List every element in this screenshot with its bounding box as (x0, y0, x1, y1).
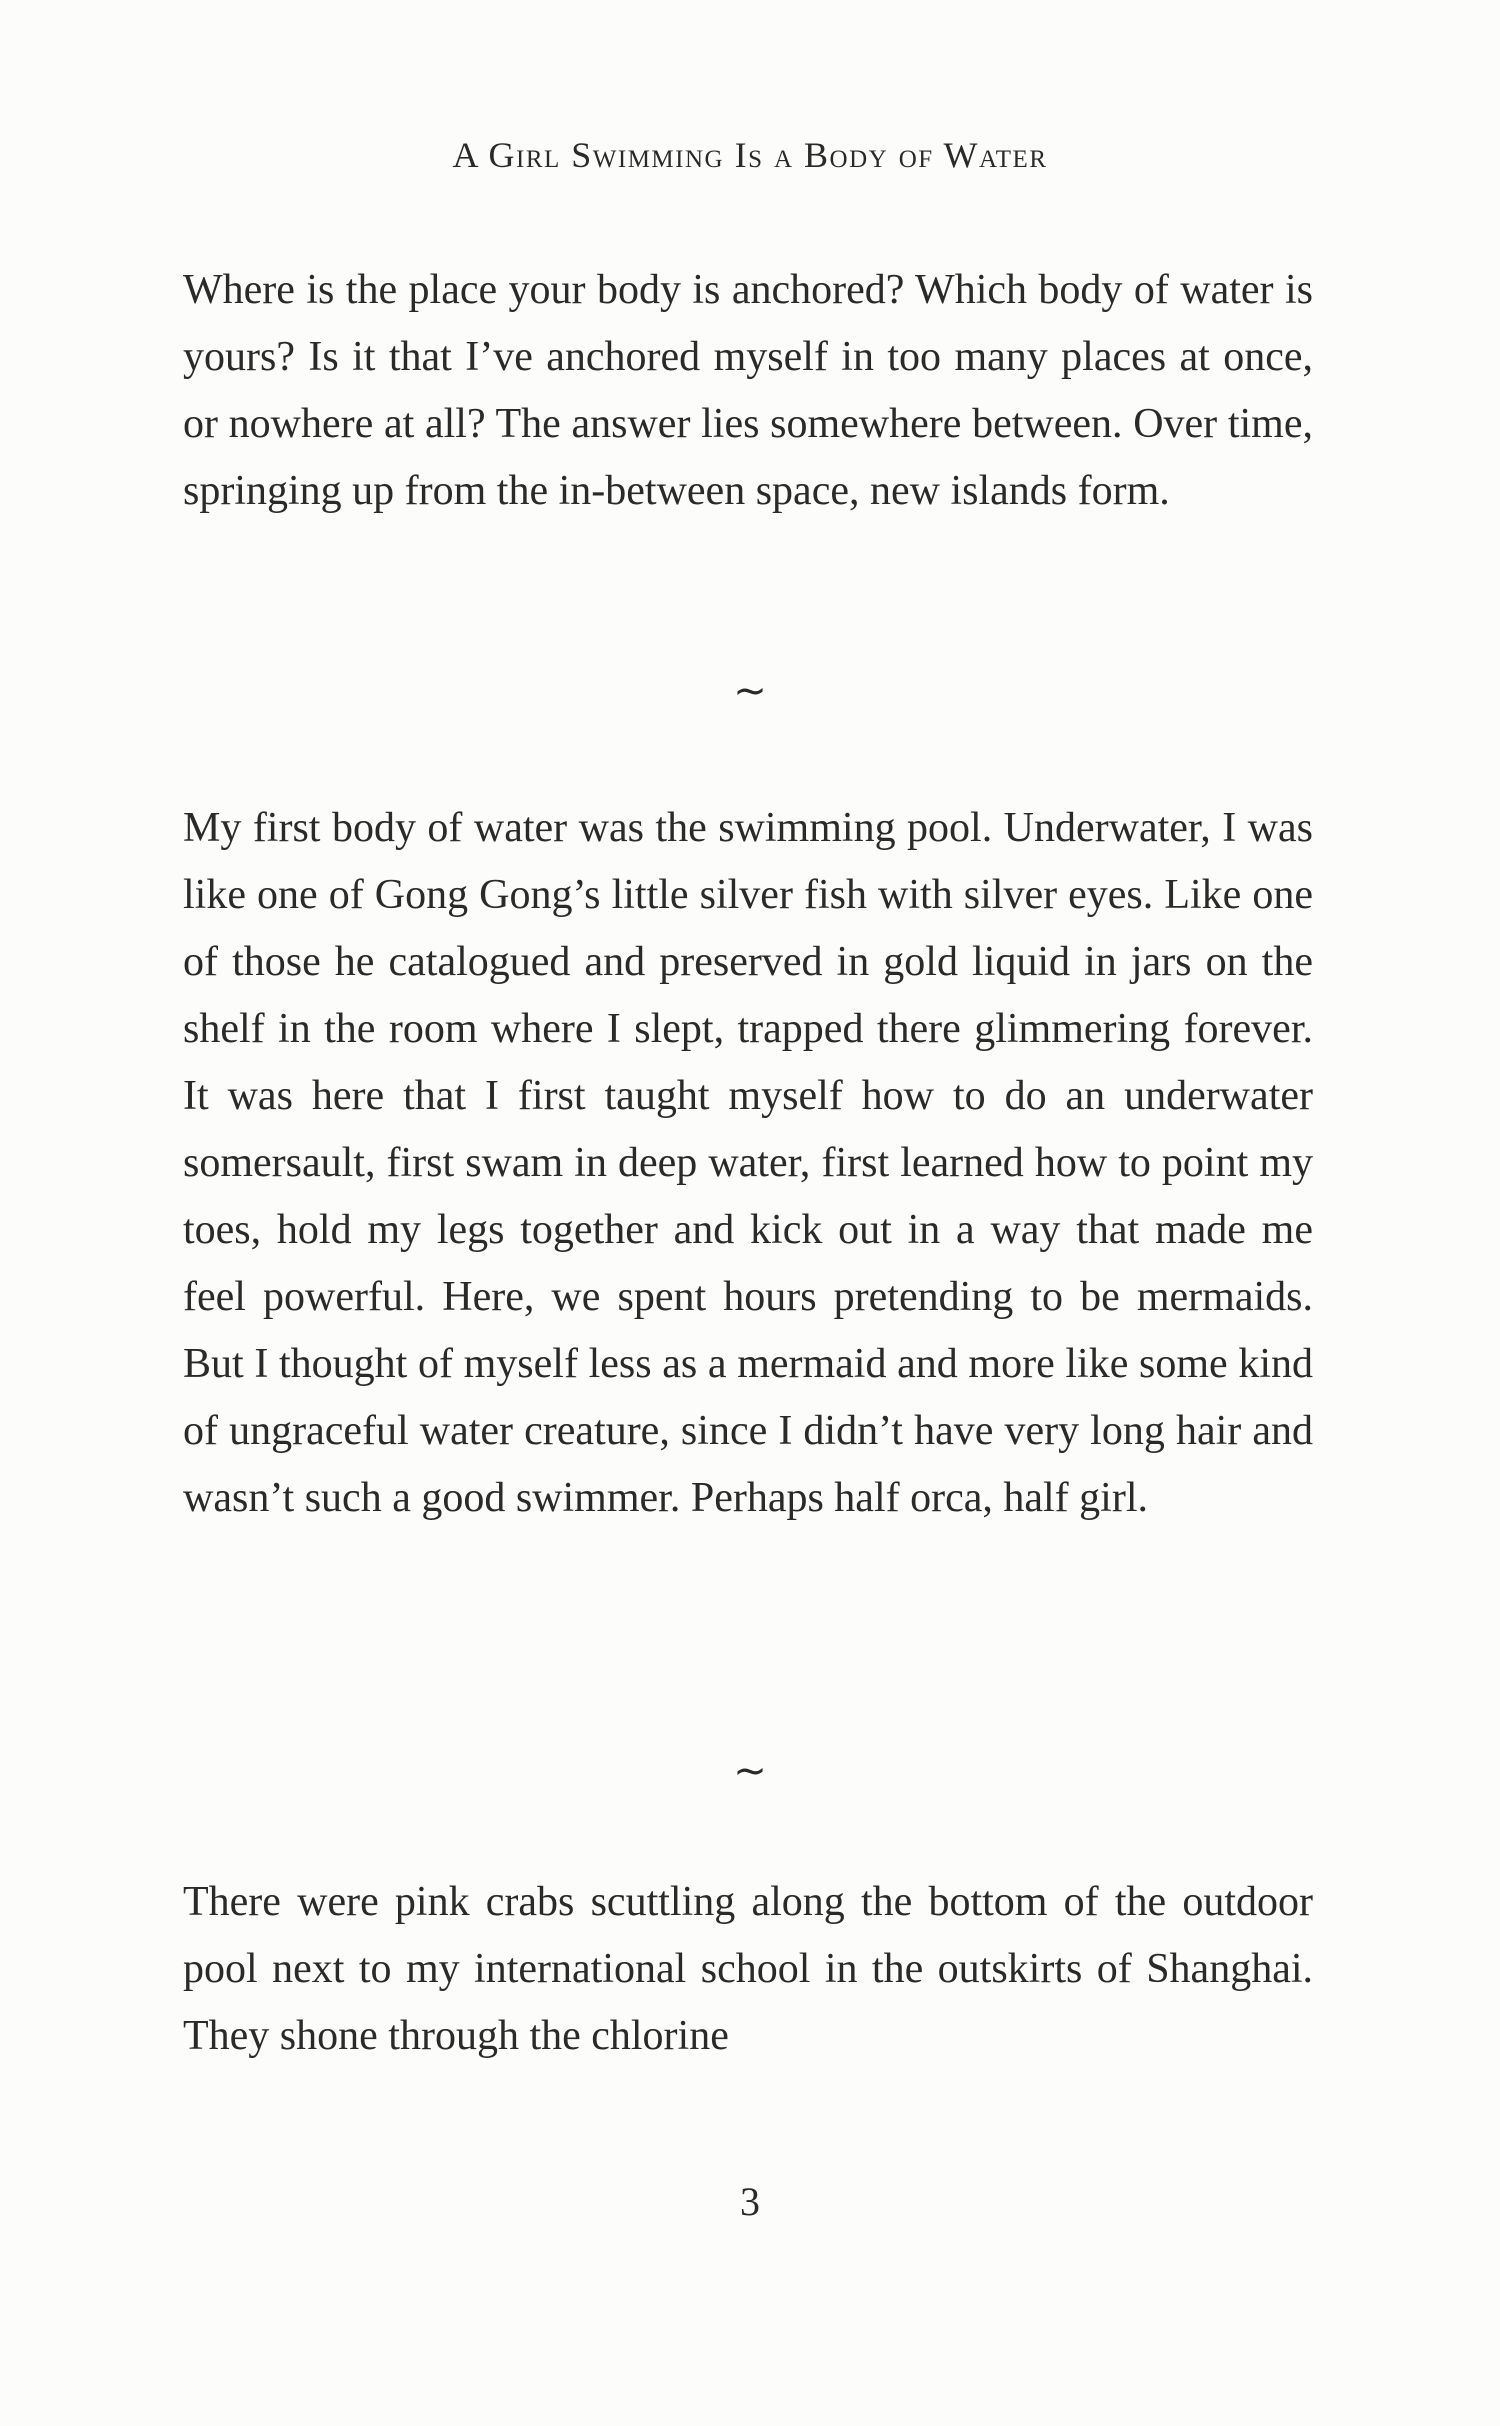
paragraph-1: Where is the place your body is anchored? Which body of water is yours? Is it that I’ve anchored myself in too many places at once, or nowhere at all? The answer lies somewhere between. Over time, springing up from the in-between space, new islands form. (183, 267, 1313, 514)
section-separator: ~ (733, 668, 767, 714)
paragraph-3: There were pink crabs scuttling along the bottom of the outdoor pool next to my international school in the outskirts of Shanghai. They shone through the chlorine (183, 1879, 1313, 2059)
section-separator: ~ (733, 1748, 767, 1794)
paragraph-2: My first body of water was the swimming pool. Underwater, I was like one of Gong Gong’s little silver fish with silver eyes. Like one of those he catalogued and preserved in gold liquid in jars on the shelf in the room where I slept, trapped there glimmering forever. It was here that I first taught myself how to do an underwater somersault, first swam in deep water, first learned how to point my toes, hold my legs together and kick out in a way that made me feel powerful. Here, we spent hours pretending to be mermaids. But I thought of myself less as a mermaid and more like some kind of ungraceful water creature, since I didn’t have very long hair and wasn’t such a good swimmer. Perhaps half orca, half girl. (183, 805, 1313, 1521)
running-head: A Girl Swimming Is a Body of Water (452, 135, 1048, 175)
page-number: 3 (740, 2179, 760, 2224)
